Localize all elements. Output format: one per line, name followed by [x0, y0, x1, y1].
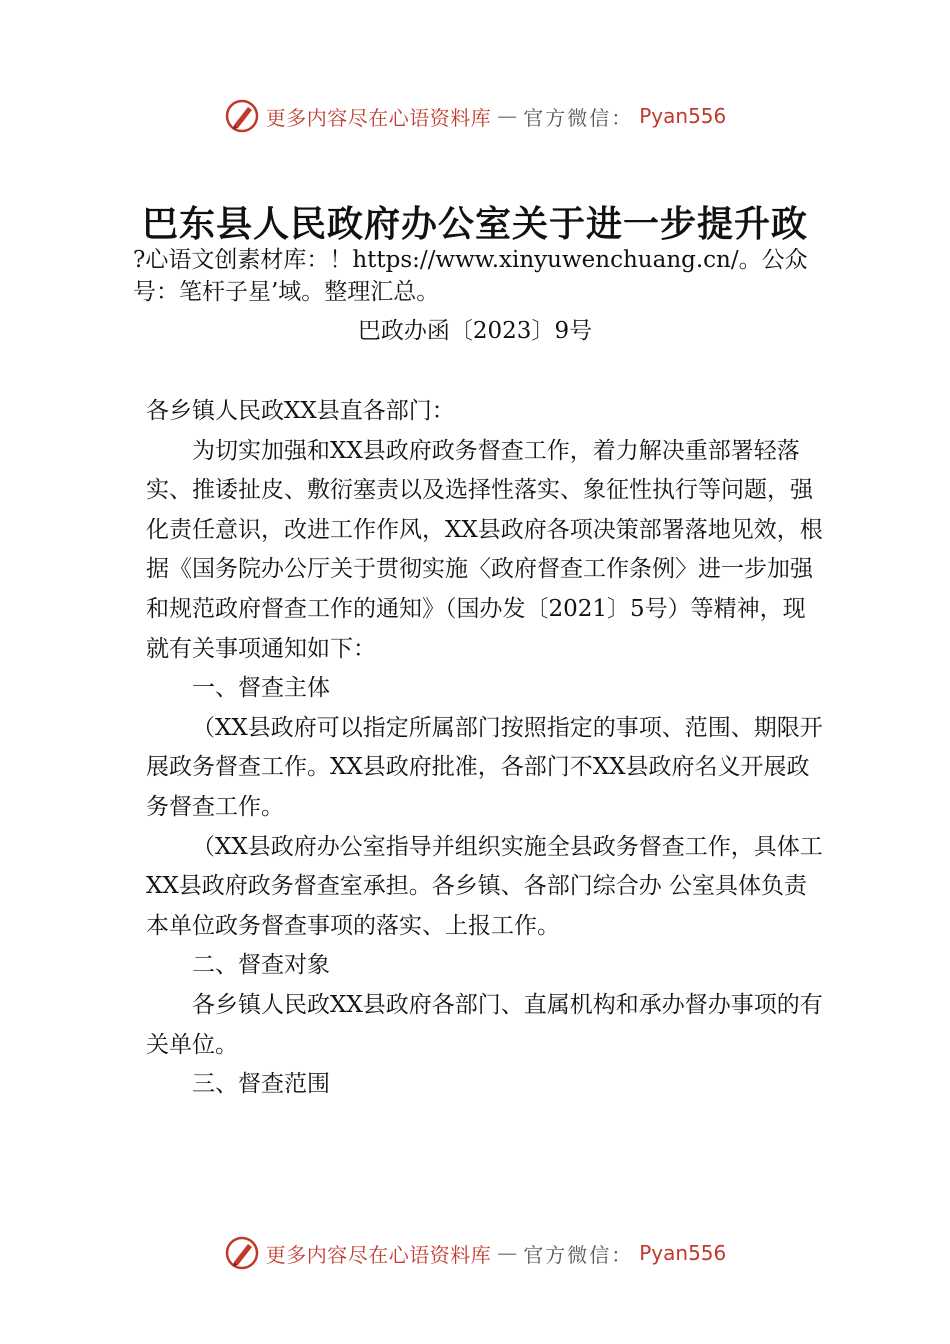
paragraph-section-1-item-2: （XX县政府办公室指导并组织实施全县政务督查工作，具体工XX县政府政务督查室承担。各乡镇、各部门综合办 公室具体负责本单位政务督查事项的落实、上报工作。 [146, 833, 823, 939]
paragraph-section-2: 各乡镇人民政XX县政府各部门、直属机构和承办督办事项的有关单位。 [146, 991, 823, 1058]
document-body [146, 392, 826, 1105]
watermark-separator: — [497, 104, 518, 128]
watermark-wechat-id: Pyan556 [639, 1241, 727, 1265]
section-heading-3: 三、督查范围 [192, 1071, 330, 1098]
document-title: 巴东县人民政府办公室关于进一步提升政 [141, 203, 808, 245]
paragraph-intro: 为切实加强和XX县政府政务督查工作，着力解决重部署轻落实、推诿扯皮、敷衍塞责以及选择性落实、象征性执行等问题，强化责任意识，改进工作作风，XX县政府各项决策部署落地见效，根据《国务院办公厅关于贯彻实施〈政府督查工作条例〉进一步加强和规范政府督查工作的通知》（国办发〔2021〕5号）等精神，现就有关事项通知如下： [146, 437, 823, 662]
watermark-separator: — [497, 1241, 518, 1265]
section-heading-1: 一、督查主体 [192, 675, 330, 702]
watermark-wechat-label: 官方微信： [523, 105, 634, 130]
source-note: ?心语文创素材库：！https://www.xinyuwenchuang.cn/。公众号：笔杆子星’域。整理汇总。 [133, 247, 808, 305]
pen-logo-icon [224, 1235, 260, 1271]
watermark-footer [0, 1233, 950, 1273]
watermark-text: 更多内容尽在心语资料库 [265, 1242, 492, 1267]
pen-logo-icon [224, 98, 260, 134]
watermark-wechat-label: 官方微信： [523, 1242, 634, 1267]
document-number: 巴政办函〔2023〕9号 [357, 318, 593, 344]
addressee: 各乡镇人民政XX县直各部门： [146, 398, 455, 424]
section-heading-2: 二、督查对象 [192, 952, 330, 979]
watermark-text: 更多内容尽在心语资料库 [265, 105, 492, 130]
watermark-header [0, 96, 950, 136]
watermark-wechat-id: Pyan556 [639, 104, 727, 128]
paragraph-section-1-item-1: （XX县政府可以指定所属部门按照指定的事项、范围、期限开展政务督查工作。XX县政府批准，各部门不XX县政府名义开展政务督查工作。 [146, 714, 823, 820]
